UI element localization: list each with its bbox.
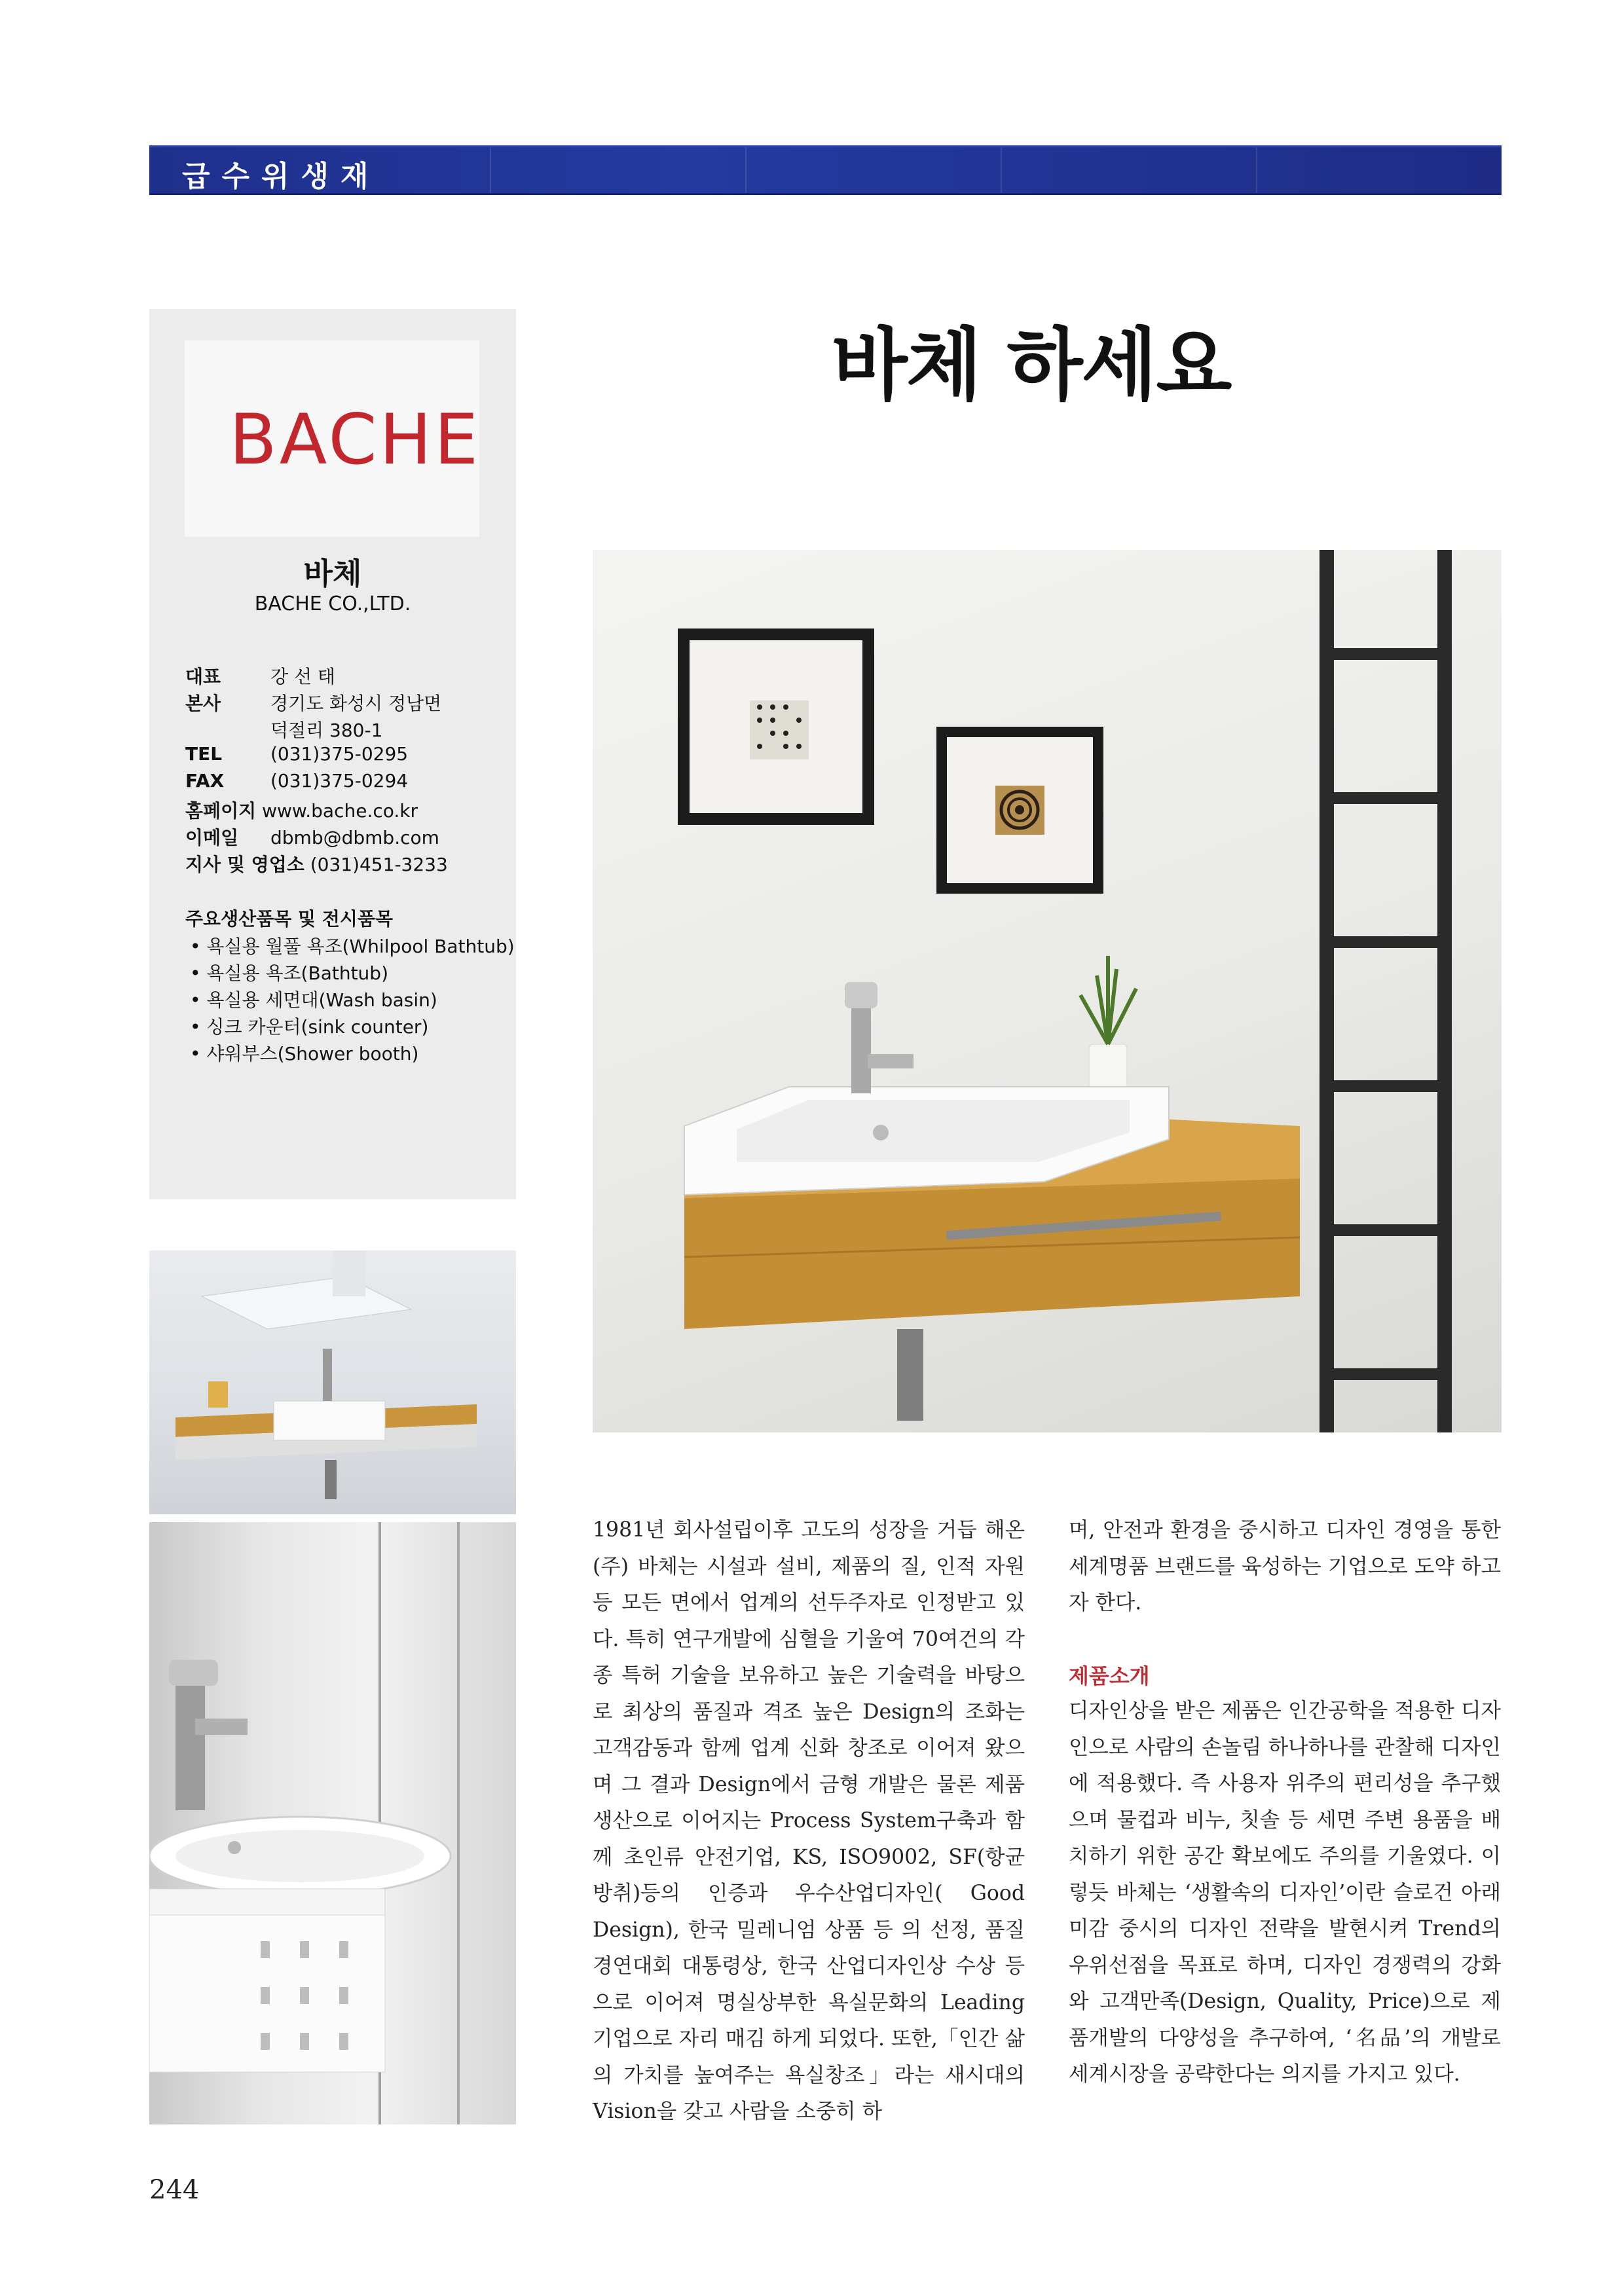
product-item: • 샤워부스(Shower booth)	[190, 1043, 419, 1065]
info-row-tel	[185, 743, 408, 765]
company-name-ko: 바체	[303, 556, 362, 591]
info-label: 지사 및 영업소	[185, 854, 304, 875]
info-label: 본사	[185, 693, 221, 714]
info-value: (031)375-0294	[270, 770, 409, 792]
info-row-email	[185, 824, 439, 850]
bache-logo: BACHE	[229, 399, 481, 480]
info-value: 경기도 화성시 정남면	[270, 693, 442, 714]
info-row-branch	[185, 850, 448, 877]
company-name-en: BACHE CO.,LTD.	[254, 592, 411, 615]
email-link[interactable]: dbmb@dbmb.com	[270, 827, 439, 848]
product-item: • 욕실용 월풀 욕조(Whilpool Bathtub)	[190, 936, 515, 957]
product-intro-heading: 제품소개	[1069, 1664, 1150, 1688]
page-number: 244	[149, 2175, 200, 2205]
info-label: 대표	[185, 666, 221, 687]
info-value: 덕절리 380-1	[270, 720, 383, 741]
page-headline: 바체 하세요	[832, 320, 1231, 411]
info-row-hq-cont	[185, 716, 382, 742]
product-item: • 욕실용 욕조(Bathtub)	[190, 962, 388, 984]
product-item: • 욕실용 세면대(Wash basin)	[190, 989, 437, 1011]
basin-closeup-illustration	[149, 1522, 516, 2124]
info-value: 강 선 태	[270, 666, 335, 687]
products-title: 주요생산품목 및 전시품목	[185, 908, 394, 930]
bar-divider	[490, 147, 491, 193]
product-item: • 싱크 카운터(sink counter)	[190, 1016, 429, 1038]
main-product-photo	[593, 550, 1502, 1432]
bar-divider	[1256, 147, 1257, 193]
vanity-shelf-illustration	[149, 1250, 516, 1514]
body-text-column-right-top: 며, 안전과 환경을 중시하고 디자인 경영을 통한 세계명품 브랜드를 육성하는 기업으로 도약 하고자 한다.	[1069, 1518, 1501, 1614]
info-label: TEL	[185, 743, 223, 765]
bar-divider	[745, 147, 747, 193]
body-text-column-left: 1981년 회사설립이후 고도의 성장을 거듭 해온 (주) 바체는 시설과 설비, 제품의 질, 인적 자원등 모든 면에서 업계의 선두주자로 인정받고 있다. 특히 연구개발에 심혈을 기울여 70여건의 각종 특허 기술을 보유하고 높은 기술력을 바탕으로 최상의 품질과 격조 높은 Design의 조화는 고객감동과 함께 업계 신화 창조로 이어져 왔으며 그 결과 Design에서 금형 개발은 물론 제품 생산으로 이어지는 Process System구축과 함께 초인류 안전기업, KS, ISO9002, SF(항균 방취)등의 인증과 우수산업디자인( Good Design), 한국 밀레니엄 상품 등 의 선정, 품질경연대회 대통령상, 한국 산업디자인상 수상 등으로 이어져 명실상부한 욕실문화의 Leading 기업으로 자리 매김 하게 되었다. 또한,「인간 삶의 가치를 높여주는 욕실창조」라는 새시대의 Vision을 갖고 사람을 소중히 하	[593, 1518, 1025, 2123]
bathroom-vanity-illustration	[593, 550, 1502, 1432]
info-row-hq	[185, 689, 441, 716]
info-row-homepage	[185, 797, 418, 823]
side-product-photo-1	[149, 1250, 516, 1514]
section-title: 급수위생재	[182, 160, 380, 193]
body-text-column-right-bottom: 디자인상을 받은 제품은 인간공학을 적용한 디자인으로 사람의 손놀림 하나하나를 관찰해 디자인에 적용했다. 즉 사용자 위주의 편리성을 추구했으며 물컵과 비누, 칫솔 등 세면 주변 용품을 배치하기 위한 공간 확보에도 주의를 기울였다. 이렇듯 바체는 ‘생활속의 디자인’이란 슬로건 아래 미감 중시의 디자인 전략을 발현시켜 Trend의 우위선점을 목표로 하며, 디자인 경쟁력의 강화와 고객만족(Design, Quality, Price)으로 제품개발의 다양성을 추구하여, ‘名品’의 개발로 세계시장을 공략한다는 의지를 가지고 있다.	[1069, 1699, 1501, 2086]
info-label: FAX	[185, 770, 225, 792]
info-label: 홈페이지	[185, 800, 257, 822]
section-header-bar	[149, 145, 1502, 195]
info-value: (031)451-3233	[310, 854, 448, 875]
side-product-photo-2	[149, 1522, 516, 2124]
homepage-link[interactable]: www.bache.co.kr	[262, 800, 418, 822]
info-value: (031)375-0295	[270, 743, 409, 765]
info-row-fax	[185, 770, 408, 792]
info-label: 이메일	[185, 827, 239, 848]
info-row-ceo	[185, 663, 335, 689]
bar-divider	[1001, 147, 1002, 193]
